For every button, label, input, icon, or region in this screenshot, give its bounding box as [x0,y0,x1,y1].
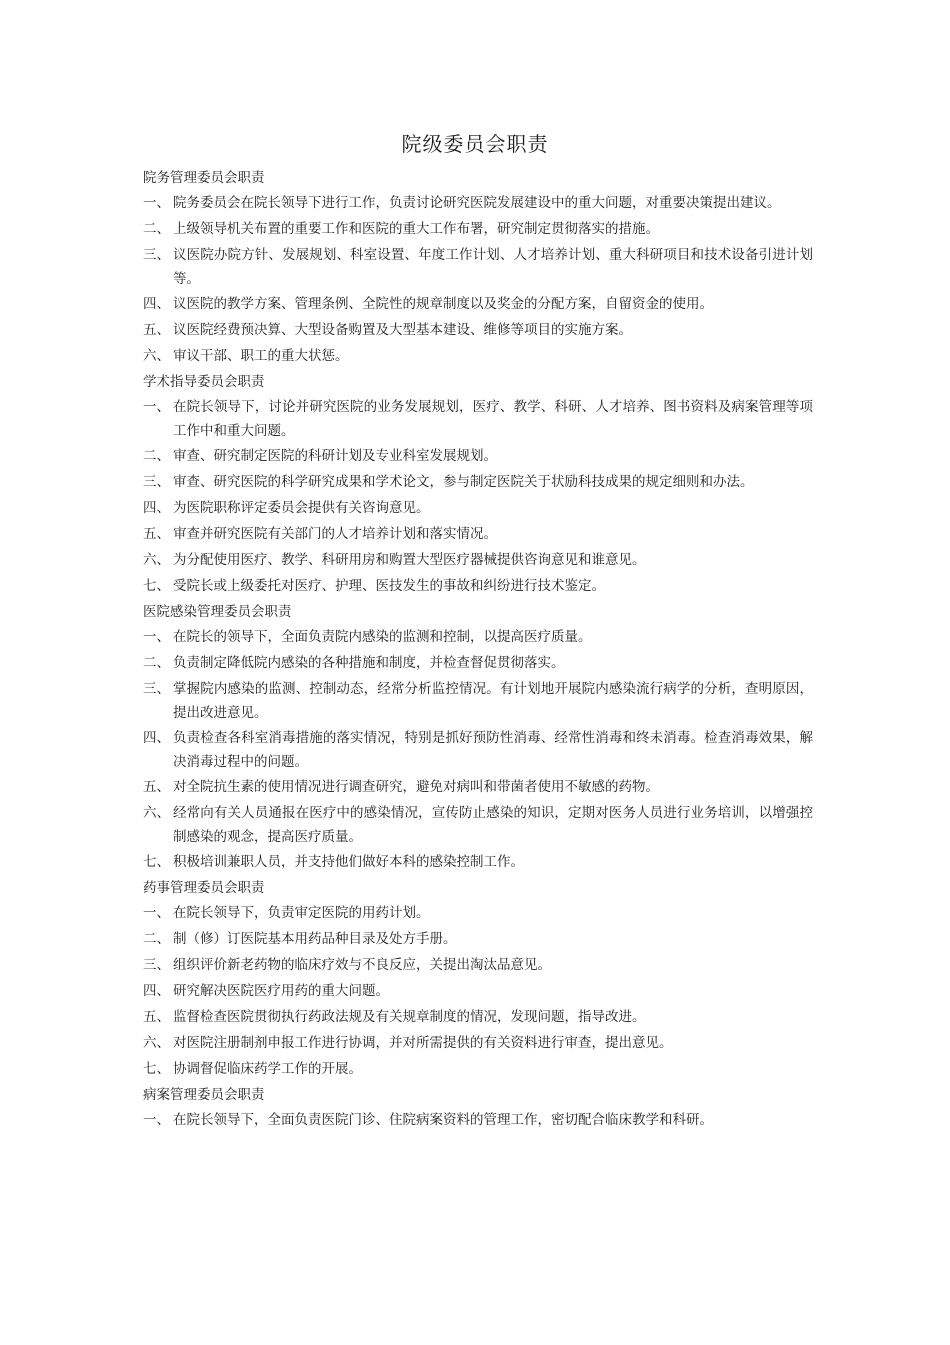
item-text: 对医院注册制剂申报工作进行协调，并对所需提供的有关资料进行审查，提出意见。 [173,1035,673,1051]
list-item [143,496,813,521]
item-text: 监督检查医院贯彻执行药政法规及有关规章制度的情况，发现问题，指导改进。 [173,1009,646,1025]
list-item [143,927,813,952]
item-text: 在院长的领导下，全面负责院内感染的监测和控制，以提高医疗质量。 [173,629,592,645]
item-text: 为分配使用医疗、教学、科研用房和购置大型医疗器械提供咨询意见和谁意见。 [173,552,646,568]
document-title: 院级委员会职责 [401,132,549,156]
item-number: 三、 [143,247,170,263]
section-heading: 医院感染管理委员会职责 [143,604,292,620]
list-item [143,953,813,978]
item-text: 在院长领导下，讨论并研究医院的业务发展规划，医疗、教学、科研、人才培养、图书资料及病案管理等项工作中和重大问题。 [173,399,813,439]
document-section [143,876,813,1082]
list-item [143,1057,813,1082]
document-section [143,1083,813,1133]
item-number: 七、 [143,1061,170,1077]
item-number: 五、 [143,526,170,542]
item-number: 二、 [143,655,170,671]
list-item [143,318,813,343]
list-item [143,444,813,469]
item-number: 四、 [143,500,170,516]
item-text: 为医院职称评定委员会提供有关咨询意见。 [173,500,430,516]
item-text: 受院长或上级委托对医疗、护理、医技发生的事故和纠纷进行技术鉴定。 [173,578,605,594]
item-number: 五、 [143,779,170,795]
list-item [143,548,813,573]
item-text: 议医院办院方针、发展规划、科室设置、年度工作计划、人才培养计划、重大科研项目和技术设备引进计划等。 [173,247,813,287]
item-text: 组织评价新老药物的临床疗效与不良反应，关提出淘汰品意见。 [173,957,551,973]
list-item [143,522,813,547]
list-item [143,191,813,216]
item-number: 一、 [143,195,170,211]
item-text: 审查、研究医院的科学研究成果和学术论文，参与制定医院关于状励科技成果的规定细则和办法。 [173,474,754,490]
list-item [143,651,813,676]
list-item [143,625,813,650]
item-text: 积极培训兼职人员，并支持他们做好本科的感染控制工作。 [173,854,524,870]
document-section [143,166,813,369]
item-number: 六、 [143,348,170,364]
list-item [143,217,813,242]
item-text: 负责制定降低院内感染的各种措施和制度，并检查督促贯彻落实。 [173,655,565,671]
document-body [143,166,813,1134]
item-number: 七、 [143,578,170,594]
list-item [143,1005,813,1030]
item-number: 二、 [143,448,170,464]
list-item [143,574,813,599]
list-item [143,901,813,926]
item-number: 七、 [143,854,170,870]
item-text: 研究解决医院医疗用药的重大问题。 [173,983,389,999]
item-text: 负责检查各科室消毒措施的落实情况，特别是抓好预防性消毒、经常性消毒和终未消毒。检查消毒效果，解决消毒过程中的问题。 [173,730,813,770]
item-number: 一、 [143,1112,170,1128]
item-text: 审议干部、职工的重大状惩。 [173,348,349,364]
item-number: 六、 [143,805,170,821]
item-text: 协调督促临床药学工作的开展。 [173,1061,362,1077]
item-text: 制（修）订医院基本用药品种目录及处方手册。 [173,931,457,947]
item-number: 五、 [143,1009,170,1025]
section-heading: 药事管理委员会职责 [143,880,265,896]
section-heading: 病案管理委员会职责 [143,1087,265,1103]
list-item [143,344,813,369]
item-number: 三、 [143,957,170,973]
item-text: 审查并研究医院有关部门的人才培养计划和落实情况。 [173,526,497,542]
item-text: 议医院的教学方案、管理条例、全院性的规章制度以及奖金的分配方案，自留资金的使用。 [173,296,713,312]
list-item [143,801,813,849]
item-text: 掌握院内感染的监测、控制动态，经常分析监控情况。有计划地开展院内感染流行病学的分析，查明原因，提出改进意见。 [173,681,813,721]
item-number: 六、 [143,552,170,568]
list-item [143,395,813,443]
list-item [143,1031,813,1056]
list-item [143,677,813,725]
item-number: 二、 [143,221,170,237]
item-number: 三、 [143,681,170,697]
section-heading: 学术指导委员会职责 [143,374,265,390]
list-item [143,979,813,1004]
item-number: 四、 [143,983,170,999]
document-section [143,370,813,599]
list-item [143,292,813,317]
list-item [143,1108,813,1133]
item-number: 五、 [143,322,170,338]
item-text: 经常向有关人员通报在医疗中的感染情况，宣传防止感染的知识，定期对医务人员进行业务培训，以增强控制感染的观念，提高医疗质量。 [173,805,813,845]
document-section [143,600,813,875]
list-item [143,243,813,291]
item-number: 二、 [143,931,170,947]
list-item [143,775,813,800]
item-text: 审查、研究制定医院的科研计划及专业科室发展规划。 [173,448,497,464]
item-text: 议医院经费预决算、大型设备购置及大型基本建设、维修等项目的实施方案。 [173,322,632,338]
item-number: 一、 [143,629,170,645]
item-number: 四、 [143,296,170,312]
item-text: 院务委员会在院长领导下进行工作，负责讨论研究医院发展建设中的重大问题，对重要决策提出建议。 [173,195,781,211]
item-text: 对全院抗生素的使用情况进行调查研究，避免对病叫和带菌者使用不敏感的药物。 [173,779,659,795]
item-text: 在院长领导下，全面负责医院门诊、住院病案资料的管理工作，密切配合临床教学和科研。 [173,1112,713,1128]
item-number: 一、 [143,399,170,415]
item-number: 四、 [143,730,170,746]
section-heading: 院务管理委员会职责 [143,170,265,186]
list-item [143,726,813,774]
item-text: 上级领导机关布置的重要工作和医院的重大工作布署，研究制定贯彻落实的措施。 [173,221,659,237]
item-number: 三、 [143,474,170,490]
item-text: 在院长领导下，负责审定医院的用药计划。 [173,905,430,921]
item-number: 一、 [143,905,170,921]
list-item [143,850,813,875]
item-number: 六、 [143,1035,170,1051]
list-item [143,470,813,495]
